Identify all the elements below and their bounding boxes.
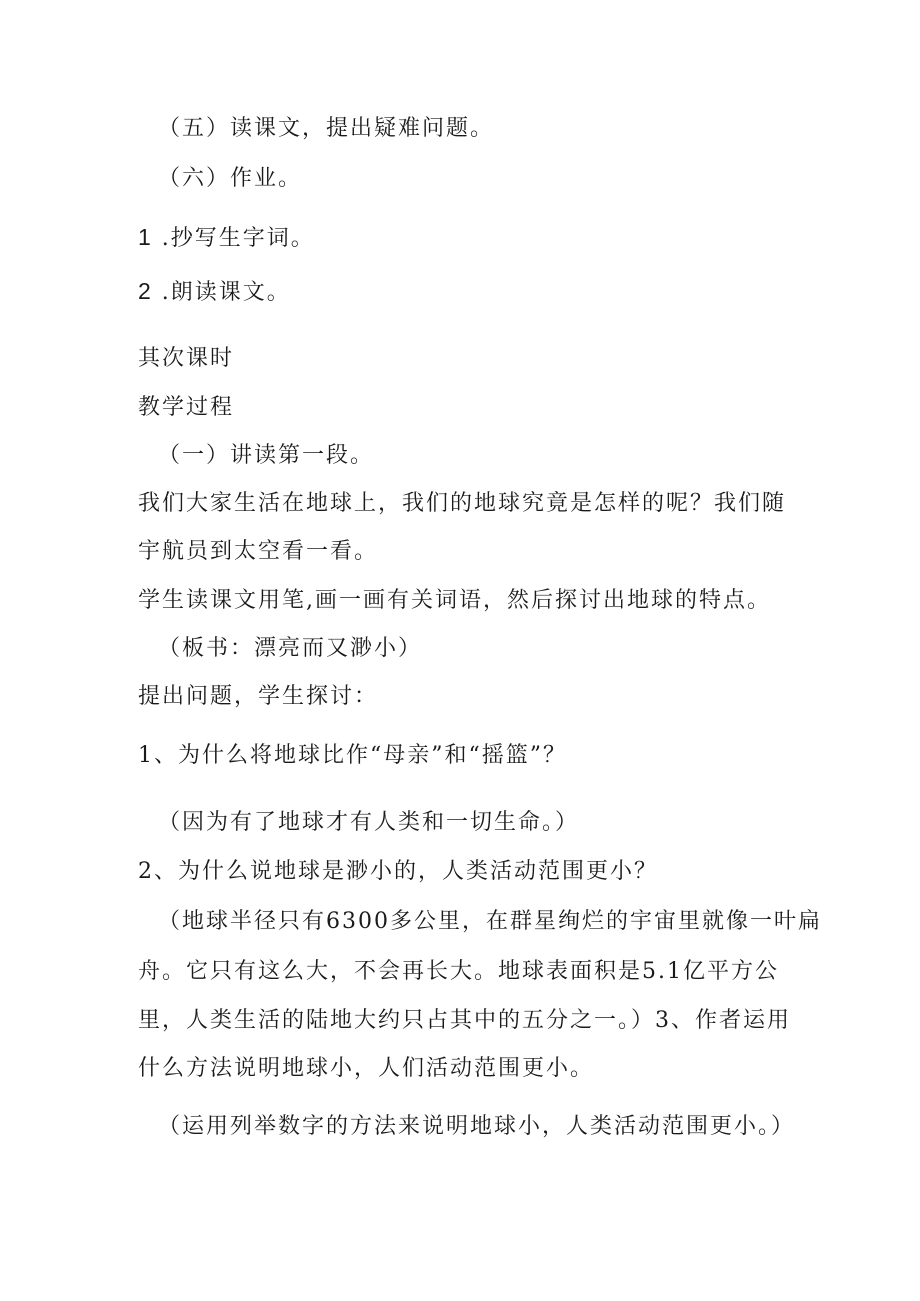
paragraph-line: 学生读课文用笔,画一画有关词语，然后探讨出地球的特点。: [138, 588, 771, 613]
paragraph-line: 提出问题，学生探讨：: [138, 684, 379, 709]
answer-1: （因为有了地球才有人类和一切生命。）: [158, 810, 580, 835]
question-1: 1、为什么将地球比作“母亲”和“摇篮”？: [138, 743, 567, 768]
question-2: 2、为什么说地球是渺小的，人类活动范围更小？: [138, 859, 658, 884]
question-3-line: 什么方法说明地球小，人们活动范围更小。: [138, 1056, 595, 1081]
paragraph-line: 宇航员到太空看一看。: [138, 539, 379, 564]
section-six-heading: （六）作业。: [158, 166, 303, 191]
homework-item-2: 2 .朗读课文。: [138, 278, 291, 305]
paragraph-line: 我们大家生活在地球上，我们的地球究竟是怎样的呢？我们随: [138, 491, 787, 516]
answer-2-line: 舟。它只有这么大，不会再长大。地球表面积是5.1亿平方公: [138, 959, 779, 984]
section-one-heading: （一）讲读第一段。: [158, 443, 375, 468]
teaching-process-heading: 教学过程: [138, 395, 235, 420]
answer-2-line: （地球半径只有6300多公里，在群星绚烂的宇宙里就像一叶扁: [158, 909, 822, 934]
section-five-heading: （五）读课文，提出疑难问题。: [158, 116, 495, 141]
homework-item-1: 1 .抄写生字词。: [138, 224, 315, 251]
answer-2-line: 里，人类生活的陆地大约只占其中的五分之一。）3、作者运用: [138, 1008, 791, 1033]
second-lesson-heading: 其次课时: [138, 346, 235, 371]
answer-3: （运用列举数字的方法来说明地球小，人类活动范围更小。）: [158, 1114, 796, 1139]
blackboard-note: （板书：漂亮而又渺小）: [158, 636, 423, 661]
